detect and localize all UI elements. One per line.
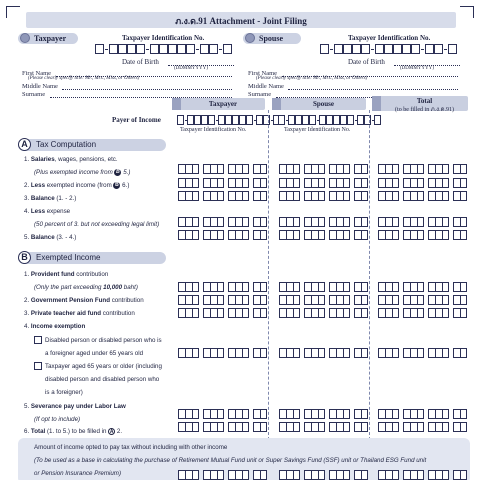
b1-spouse-amount[interactable] xyxy=(279,282,368,292)
taxpayer-middle-name-label: Middle Name xyxy=(22,83,58,90)
spouse-middle-name-field[interactable] xyxy=(288,89,458,90)
section-a-title: Tax Computation xyxy=(36,140,97,149)
payer-of-income-label: Payer of Income xyxy=(112,116,161,124)
b4-taxpayer-amount[interactable] xyxy=(178,348,267,358)
b6-label: 6. Total (1. to 5.) to be filled in A 2. xyxy=(24,428,123,436)
b1-total-amount[interactable] xyxy=(378,282,467,292)
a3-total-amount[interactable] xyxy=(378,191,467,201)
a4-total-amount[interactable] xyxy=(378,217,467,227)
b2-total-amount[interactable] xyxy=(378,295,467,305)
taxpayer-dob-hint: (DDMMYYYY) xyxy=(174,66,208,71)
b4-label: 4. Income exemption xyxy=(24,323,86,330)
taxpayer-label: Taxpayer xyxy=(34,34,67,43)
taxpayer-first-name-label: First Name xyxy=(22,70,52,77)
b6-taxpayer-amount[interactable] xyxy=(178,422,267,432)
col-header-total-note: (to be filled in ภ.ง.ด.91) xyxy=(395,107,454,113)
a1-taxpayer-amount[interactable] xyxy=(178,164,267,174)
b4-aged-label-2: disabled person and disabled person who xyxy=(45,376,160,383)
info-line-2: (To be used as a base in calculating the purchase of Retirement Mutual Fund unit or Super Savings Fund (SSF) unit or Thailand ESG Fund unit xyxy=(34,457,427,464)
b3-spouse-amount[interactable] xyxy=(279,308,368,318)
a4-taxpayer-amount[interactable] xyxy=(178,217,267,227)
b5-note: (If opt to include) xyxy=(34,416,81,423)
spouse-radio-icon xyxy=(245,33,255,43)
corner-mark-top-right xyxy=(460,6,474,18)
column-divider-right xyxy=(369,110,370,440)
spouse-surname-label: Surname xyxy=(248,91,272,98)
b1-label: 1. Provident fund contribution xyxy=(24,271,109,278)
b4-aged-checkbox[interactable] xyxy=(34,362,42,370)
b4-total-amount[interactable] xyxy=(378,348,467,358)
column-divider-left xyxy=(268,110,269,440)
taxpayer-dob-label: Date of Birth xyxy=(122,58,159,66)
info-taxpayer-amount[interactable] xyxy=(178,470,267,480)
a3-label: 3. Balance (1. - 2.) xyxy=(24,195,77,202)
a5-total-amount[interactable] xyxy=(378,230,467,240)
b3-total-amount[interactable] xyxy=(378,308,467,318)
b4-disabled-label: Disabled person or disabled person who is xyxy=(45,337,162,344)
b3-taxpayer-amount[interactable] xyxy=(178,308,267,318)
a1-note: (Plus exempted income from B 5.) xyxy=(34,169,131,177)
payer-spouse-id-boxes[interactable] xyxy=(278,115,381,125)
col-header-total-text: Total xyxy=(416,97,433,105)
a2-taxpayer-amount[interactable] xyxy=(178,178,267,188)
taxpayer-radio-icon xyxy=(20,33,30,43)
a5-taxpayer-amount[interactable] xyxy=(178,230,267,240)
taxpayer-first-name-hint: (Please clearly specify title: Mr., Mrs., Miss, or Others) xyxy=(28,76,140,81)
section-b-title: Exempted Income xyxy=(36,253,101,262)
info-total-amount[interactable] xyxy=(378,470,467,480)
spouse-dob-label: Date of Birth xyxy=(348,58,385,66)
taxpayer-id-boxes[interactable] xyxy=(95,44,232,54)
section-b-letter: B xyxy=(18,251,31,264)
form-title: ภ.ง.ด.91 Attachment - Joint Filing xyxy=(175,16,307,26)
b3-label: 3. Private teacher aid fund contribution xyxy=(24,310,135,317)
b4-aged-label-3: is a foreigner) xyxy=(45,389,83,396)
info-line-3: or Pension Insurance Premium) xyxy=(34,470,122,477)
b5-label: 5. Severance pay under Labor Law xyxy=(24,403,126,410)
taxpayer-id-label: Taxpayer Identification No. xyxy=(122,34,205,42)
a1-spouse-amount[interactable] xyxy=(279,164,368,174)
a3-taxpayer-amount[interactable] xyxy=(178,191,267,201)
info-line-1: Amount of income opted to pay tax without including with other income xyxy=(34,444,228,451)
info-spouse-amount[interactable] xyxy=(279,470,368,480)
a3-spouse-amount[interactable] xyxy=(279,191,368,201)
corner-mark-top-left xyxy=(6,6,20,18)
a4-label: 4. Less expense xyxy=(24,208,71,215)
a2-label: 2. Less exempted income (from B 6.) xyxy=(24,182,130,190)
b2-label: 2. Government Pension Fund contribution xyxy=(24,297,144,304)
b4-disabled-checkbox[interactable] xyxy=(34,336,42,344)
spouse-dob-hint: (DDMMYYYY) xyxy=(400,66,434,71)
b5-taxpayer-amount[interactable] xyxy=(178,409,267,419)
payer-taxpayer-id-boxes[interactable] xyxy=(177,115,280,125)
a1-label: 1. Salaries, wages, pensions, etc. xyxy=(24,156,118,163)
b5-total-amount[interactable] xyxy=(378,409,467,419)
b1-taxpayer-amount[interactable] xyxy=(178,282,267,292)
spouse-first-name-label: First Name xyxy=(248,70,278,77)
a5-label: 5. Balance (3. - 4.) xyxy=(24,234,77,241)
tin-taxpayer-caption: Taxpayer Identification No. xyxy=(180,127,247,133)
b6-total-amount[interactable] xyxy=(378,422,467,432)
b5-spouse-amount[interactable] xyxy=(279,409,368,419)
b4-disabled-label-2: a foreigner aged under 65 years old xyxy=(45,350,144,357)
a4-spouse-amount[interactable] xyxy=(279,217,368,227)
a2-spouse-amount[interactable] xyxy=(279,178,368,188)
section-a-letter: A xyxy=(18,138,31,151)
title-bar xyxy=(26,12,456,28)
a1-total-amount[interactable] xyxy=(378,164,467,174)
taxpayer-surname-label: Surname xyxy=(22,91,46,98)
b4-aged-label: Taxpayer aged 65 years or older (including xyxy=(45,363,162,370)
spouse-id-label: Taxpayer Identification No. xyxy=(348,34,431,42)
col-header-taxpayer-text: Taxpayer xyxy=(208,100,238,108)
a4-note: (50 percent of 3. but not exceeding legal limit) xyxy=(34,221,160,228)
spouse-id-boxes[interactable] xyxy=(320,44,457,54)
b2-taxpayer-amount[interactable] xyxy=(178,295,267,305)
spouse-label: Spouse xyxy=(259,34,284,43)
spouse-first-name-hint: (Please clearly specify title: Mr., Mrs., Miss, or Others) xyxy=(256,76,368,81)
b1-note: (Only the part exceeding 10,000 baht) xyxy=(34,284,138,291)
b4-spouse-amount[interactable] xyxy=(279,348,368,358)
b2-spouse-amount[interactable] xyxy=(279,295,368,305)
taxpayer-middle-name-field[interactable] xyxy=(62,89,232,90)
spouse-middle-name-label: Middle Name xyxy=(248,83,284,90)
a5-spouse-amount[interactable] xyxy=(279,230,368,240)
tin-spouse-caption: Taxpayer Identification No. xyxy=(284,127,351,133)
col-header-spouse-text: Spouse xyxy=(312,100,334,108)
b6-spouse-amount[interactable] xyxy=(279,422,368,432)
a2-total-amount[interactable] xyxy=(378,178,467,188)
